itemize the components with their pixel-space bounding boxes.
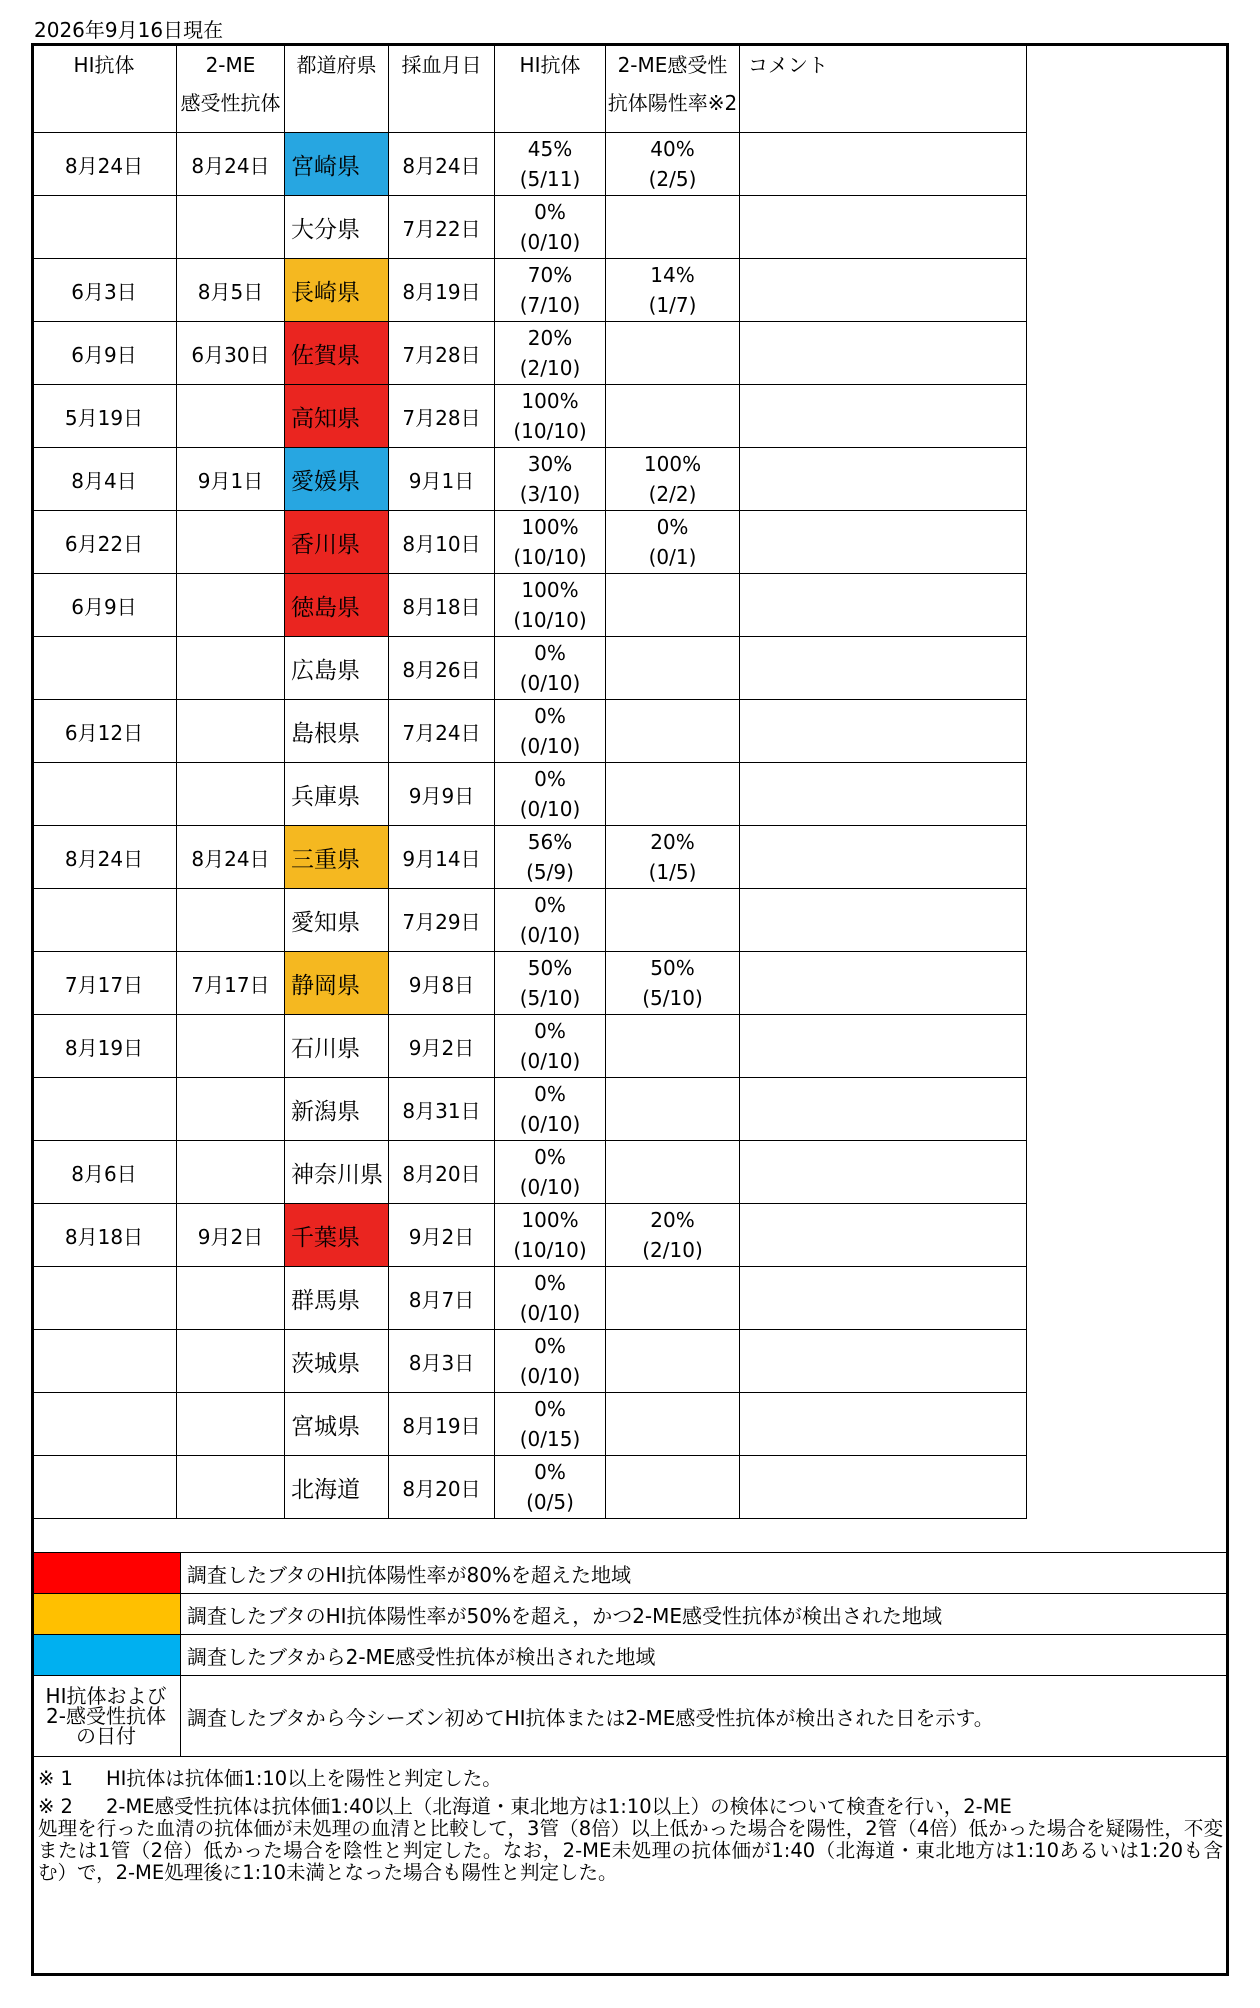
hi-rate-cell: 0% (0/10) [495,1078,606,1141]
prefecture-cell: 三重県 [285,826,389,889]
hi-date-cell: 8月24日 [32,133,177,196]
prefecture-cell: 高知県 [285,385,389,448]
header-me-rate: 2-ME感受性 抗体陽性率※2 [606,44,740,133]
legend-text-red: 調査したブタのHI抗体陽性率が80%を超えた地域 [181,1553,1228,1594]
sampling-date-cell: 9月2日 [389,1204,495,1267]
sampling-date-cell: 8月20日 [389,1456,495,1519]
prefecture-cell: 新潟県 [285,1078,389,1141]
hi-rate-cell: 100% (10/10) [495,1204,606,1267]
sampling-date-cell: 9月2日 [389,1015,495,1078]
hi-rate-cell: 100% (10/10) [495,385,606,448]
hi-rate-cell: 100% (10/10) [495,511,606,574]
me-date-cell: 9月2日 [177,1204,285,1267]
prefecture-cell: 千葉県 [285,1204,389,1267]
sampling-date-cell: 7月24日 [389,700,495,763]
sampling-date-cell: 7月29日 [389,889,495,952]
hi-rate-cell: 30% (3/10) [495,448,606,511]
sampling-date-cell: 8月24日 [389,133,495,196]
prefecture-cell: 神奈川県 [285,1141,389,1204]
hi-date-cell: 8月18日 [32,1204,177,1267]
prefecture-cell: 佐賀県 [285,322,389,385]
prefecture-cell: 兵庫県 [285,763,389,826]
hi-rate-cell: 70% (7/10) [495,259,606,322]
as-of-date: 2026年9月16日現在 [34,18,224,42]
prefecture-cell: 宮城県 [285,1393,389,1456]
legend-text-orange: 調査したブタのHI抗体陽性率が50%を超え，かつ2-ME感受性抗体が検出された地域 [181,1594,1228,1635]
sampling-date-cell: 8月19日 [389,259,495,322]
hi-rate-cell: 56% (5/9) [495,826,606,889]
me-date-cell: 8月5日 [177,259,285,322]
prefecture-cell: 愛知県 [285,889,389,952]
hi-rate-cell: 0% (0/10) [495,1330,606,1393]
me-rate-cell: 50% (5/10) [606,952,740,1015]
hi-date-cell: 7月17日 [32,952,177,1015]
prefecture-cell: 静岡県 [285,952,389,1015]
prefecture-cell: 石川県 [285,1015,389,1078]
hi-rate-cell: 45% (5/11) [495,133,606,196]
me-rate-cell: 20% (2/10) [606,1204,740,1267]
sampling-date-cell: 8月19日 [389,1393,495,1456]
legend-text-date: 調査したブタから今シーズン初めてHI抗体または2-ME感受性抗体が検出された日を示す。 [181,1676,1228,1757]
hi-rate-cell: 0% (0/10) [495,1015,606,1078]
prefecture-cell: 愛媛県 [285,448,389,511]
sampling-date-cell: 7月28日 [389,385,495,448]
header-prefecture: 都道府県 [285,44,389,133]
sampling-date-cell: 7月28日 [389,322,495,385]
sampling-date-cell: 8月3日 [389,1330,495,1393]
me-rate-cell: 0% (0/1) [606,511,740,574]
hi-date-cell: 6月12日 [32,700,177,763]
sampling-date-cell: 8月26日 [389,637,495,700]
sampling-date-cell: 9月1日 [389,448,495,511]
hi-rate-cell: 0% (0/15) [495,1393,606,1456]
outer-frame [31,43,1229,1976]
footnote-2: ※ 2 2-ME感受性抗体は抗体価1:40以上（北海道・東北地方は1:10以上）の検体について検査を行い，2-ME [38,1795,1012,1818]
prefecture-cell: 島根県 [285,700,389,763]
prefecture-cell: 徳島県 [285,574,389,637]
sampling-date-cell: 8月10日 [389,511,495,574]
legend-date-label: HI抗体および 2-感受性抗体 の日付 [32,1676,181,1757]
prefecture-cell: 大分県 [285,196,389,259]
hi-rate-cell: 0% (0/10) [495,889,606,952]
prefecture-cell: 群馬県 [285,1267,389,1330]
hi-rate-cell: 0% (0/10) [495,1141,606,1204]
header-hi-date: HI抗体 [32,44,177,133]
prefecture-cell: 広島県 [285,637,389,700]
sampling-date-cell: 8月31日 [389,1078,495,1141]
sampling-date-cell: 9月9日 [389,763,495,826]
prefecture-cell: 長崎県 [285,259,389,322]
hi-rate-cell: 0% (0/10) [495,1267,606,1330]
sampling-date-cell: 8月18日 [389,574,495,637]
hi-date-cell: 6月3日 [32,259,177,322]
me-date-cell: 9月1日 [177,448,285,511]
hi-rate-cell: 50% (5/10) [495,952,606,1015]
me-rate-cell: 40% (2/5) [606,133,740,196]
hi-date-cell: 6月22日 [32,511,177,574]
footnote-2-body: 処理を行った血清の抗体価が未処理の血清と比較して，3管（8倍）以上低かった場合を陽性，2管（4倍）低かった場合を疑陽性，不変または1管（2倍）低かった場合を陰性と判定した。なお，2-ME未処理の抗体価が1:40（北海道・東北地方は1:10あるいは1:20も含む）で，2-ME処理後に1:10未満となった場合も陽性と判定した。 [38,1817,1223,1884]
hi-rate-cell: 100% (10/10) [495,574,606,637]
me-date-cell: 8月24日 [177,133,285,196]
prefecture-cell: 宮崎県 [285,133,389,196]
hi-date-cell: 8月4日 [32,448,177,511]
hi-rate-cell: 0% (0/10) [495,637,606,700]
hi-rate-cell: 0% (0/10) [495,700,606,763]
hi-rate-cell: 0% (0/5) [495,1456,606,1519]
me-rate-cell: 100% (2/2) [606,448,740,511]
me-rate-cell: 14% (1/7) [606,259,740,322]
header-hi-rate: HI抗体 [495,44,606,133]
sampling-date-cell: 9月14日 [389,826,495,889]
legend-text-blue: 調査したブタから2-ME感受性抗体が検出された地域 [181,1635,1228,1676]
header-sampling-date: 採血月日 [389,44,495,133]
header-me-date: 2-ME 感受性抗体 [177,44,285,133]
hi-rate-cell: 0% (0/10) [495,763,606,826]
footnote-1: ※ 1 HI抗体は抗体価1:10以上を陽性と判定した。 [38,1767,502,1790]
hi-date-cell: 8月24日 [32,826,177,889]
me-rate-cell: 20% (1/5) [606,826,740,889]
sampling-date-cell: 8月7日 [389,1267,495,1330]
hi-date-cell: 6月9日 [32,322,177,385]
hi-date-cell: 5月19日 [32,385,177,448]
me-date-cell: 6月30日 [177,322,285,385]
prefecture-cell: 茨城県 [285,1330,389,1393]
sampling-date-cell: 8月20日 [389,1141,495,1204]
sampling-date-cell: 9月8日 [389,952,495,1015]
prefecture-cell: 北海道 [285,1456,389,1519]
hi-rate-cell: 0% (0/10) [495,196,606,259]
sampling-date-cell: 7月22日 [389,196,495,259]
me-date-cell: 8月24日 [177,826,285,889]
header-comment: コメント [740,44,1027,133]
hi-rate-cell: 20% (2/10) [495,322,606,385]
prefecture-cell: 香川県 [285,511,389,574]
me-date-cell: 7月17日 [177,952,285,1015]
hi-date-cell: 8月6日 [32,1141,177,1204]
hi-date-cell: 8月19日 [32,1015,177,1078]
hi-date-cell: 6月9日 [32,574,177,637]
